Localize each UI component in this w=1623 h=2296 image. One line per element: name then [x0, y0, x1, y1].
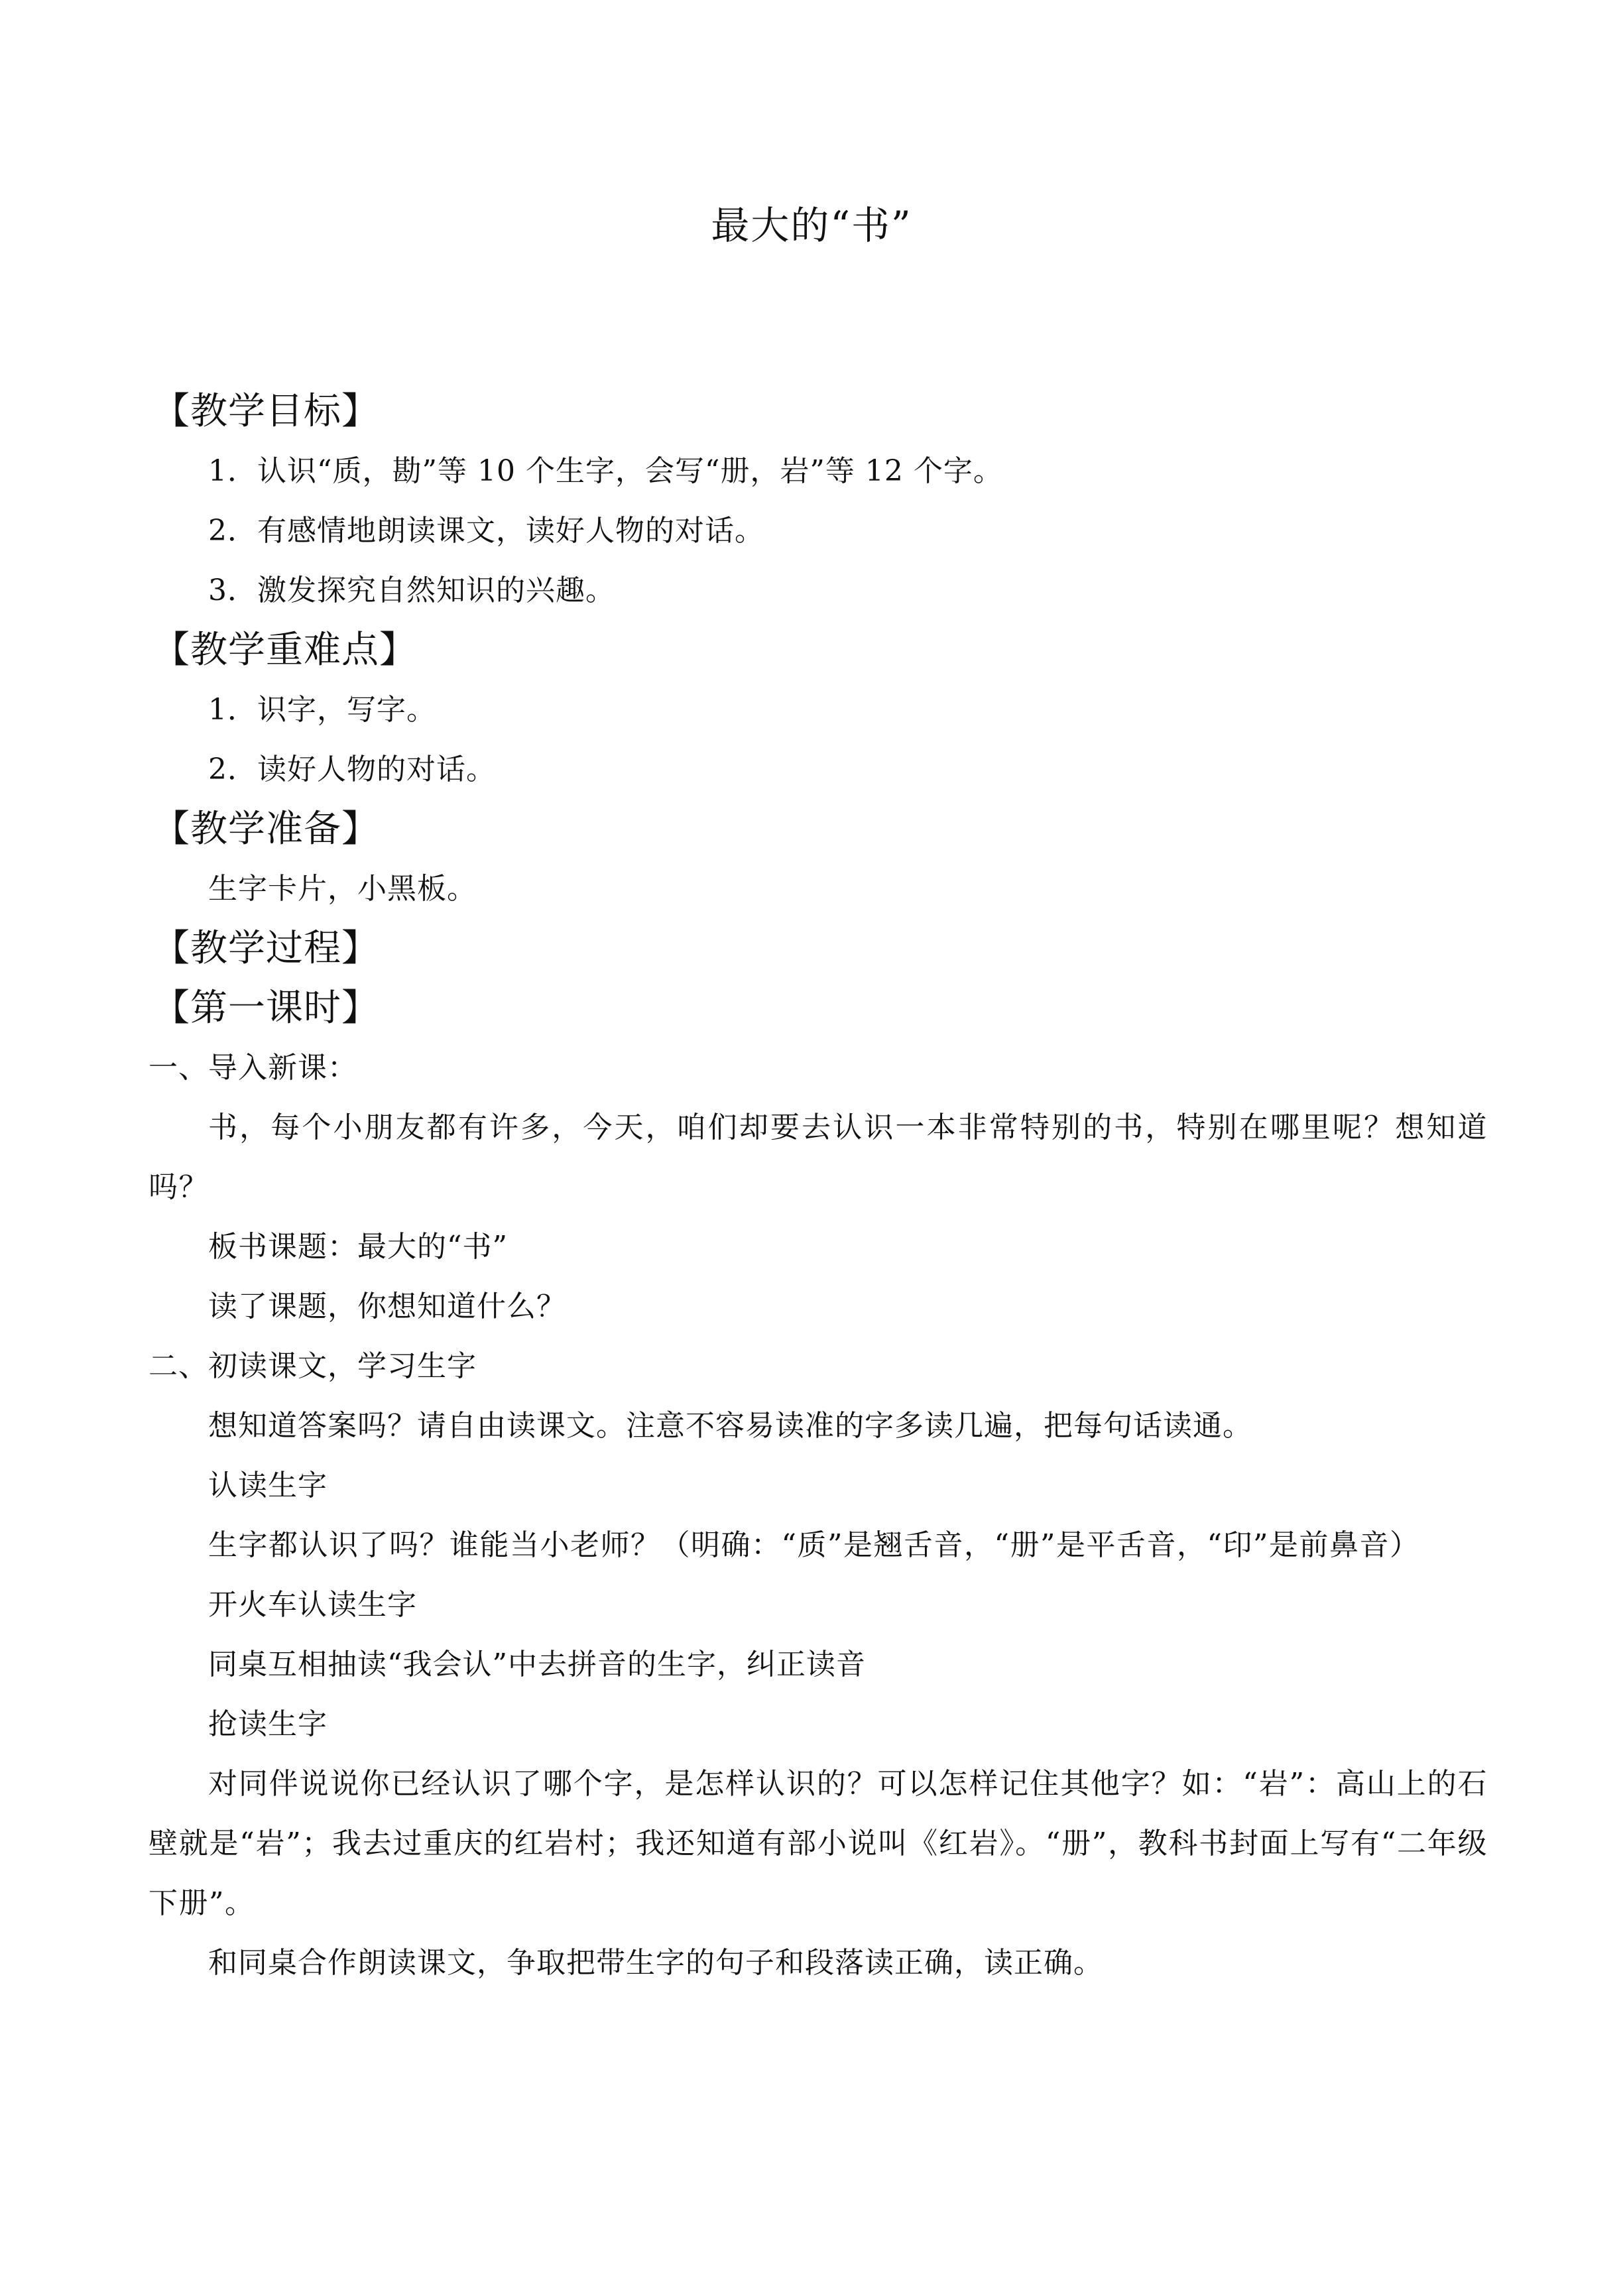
key-point-item: 2．读好人物的对话。	[208, 753, 496, 786]
preparation-heading: 【教学准备】	[152, 808, 379, 851]
goal-item: 3．激发探究自然知识的兴趣。	[208, 574, 615, 607]
paragraph: 生字都认识了吗？谁能当小老师？（明确：“质”是翘舌音，“册”是平舌音，“印”是前鼻音）	[208, 1528, 1420, 1562]
paragraph: 想知道答案吗？请自由读课文。注意不容易读准的字多读几遍，把每句话读通。	[208, 1409, 1252, 1443]
paragraph: 读了课题，你想知道什么？	[208, 1290, 566, 1323]
paragraph: 和同桌合作朗读课文，争取把带生字的句子和段落读正确，读正确。	[208, 1946, 1103, 1980]
paragraph: 板书课题：最大的“书”	[208, 1230, 508, 1264]
paragraph: 对同伴说说你已经认识了哪个字，是怎样认识的？可以怎样记住其他字？如：“岩”：高山上的石壁就是“岩”；我去过重庆的红岩村；我还知道有部小说叫《红岩》。“册”，教科书封面上写有“二年级下册”。	[149, 1767, 1488, 1920]
key-point-item: 1．识字，写字。	[208, 693, 436, 727]
paragraph: 认读生字	[208, 1469, 328, 1502]
paragraph: 同桌互相抽读“我会认”中去拼音的生字，纠正读音	[208, 1648, 866, 1681]
key-points-heading: 【教学重难点】	[152, 629, 417, 672]
paragraph: 开火车认读生字	[208, 1588, 417, 1622]
process-heading: 【教学过程】	[152, 927, 379, 970]
section-title: 二、初读课文，学习生字	[149, 1349, 477, 1383]
goal-item: 1．认识“质，勘”等 10 个生字，会写“册，岩”等 12 个字。	[208, 454, 1003, 488]
preparation-text: 生字卡片，小黑板。	[208, 872, 477, 906]
paragraph: 抢读生字	[208, 1707, 328, 1741]
paragraph: 书，每个小朋友都有许多，今天，咱们却要去认识一本非常特别的书，特别在哪里呢？想知道吗？	[149, 1111, 1488, 1204]
document-body	[149, 382, 1488, 1993]
lesson-heading: 【第一课时】	[152, 987, 379, 1030]
section-title: 一、导入新课：	[149, 1051, 357, 1085]
goals-heading: 【教学目标】	[152, 390, 379, 433]
goal-item: 2．有感情地朗读课文，读好人物的对话。	[208, 514, 764, 548]
document-title: 最大的“书”	[711, 203, 912, 248]
